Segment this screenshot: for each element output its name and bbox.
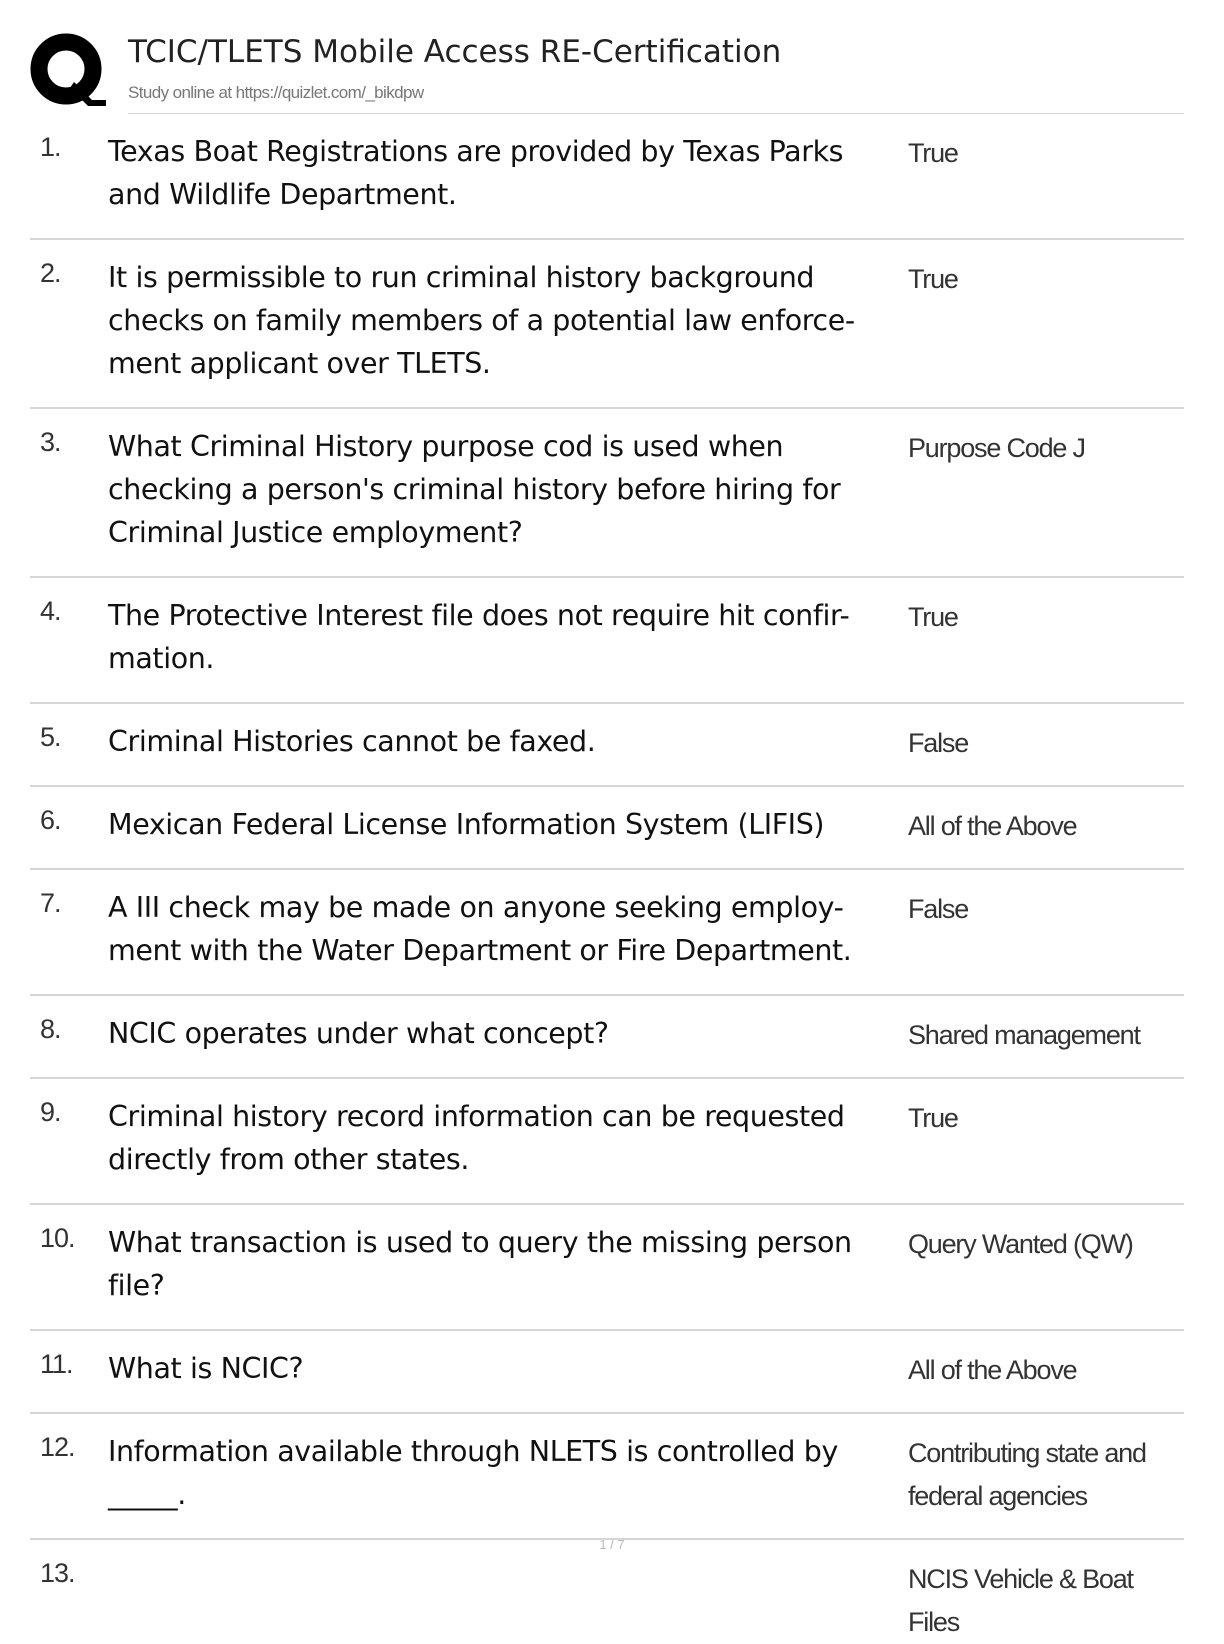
flashcard-row (30, 114, 1184, 240)
card-term: It is permissible to run criminal history background checks on family members of a potential law enforce- ment applicant over TLETS. (108, 261, 855, 380)
flashcard-row (30, 409, 1184, 578)
card-number: 11. (40, 1349, 73, 1379)
card-number: 6. (40, 805, 61, 835)
flashcard-row (30, 787, 1184, 870)
card-term: What Criminal History purpose cod is used when checking a person's criminal history before hiring for Criminal Justice employment? (108, 430, 841, 549)
card-definition: Shared management (908, 1020, 1140, 1050)
quizlet-logo-icon (30, 32, 106, 108)
flashcard-row (30, 1205, 1184, 1331)
card-definition: False (908, 894, 969, 924)
card-definition: Purpose Code J (908, 433, 1085, 463)
card-term: Mexican Federal License Information System (LIFIS) (108, 808, 825, 841)
flashcard-row (30, 1331, 1184, 1414)
card-number: 9. (40, 1097, 61, 1127)
card-definition: Contributing state and federal agencies (908, 1438, 1146, 1511)
card-number: 1. (40, 132, 61, 162)
card-term: The Protective Interest file does not require hit confir- mation. (108, 599, 850, 675)
card-definition: True (908, 602, 958, 632)
card-number: 7. (40, 888, 61, 918)
card-term: A III check may be made on anyone seeking employ- ment with the Water Department or Fire Department. (108, 891, 852, 967)
card-term: Texas Boat Registrations are provided by Texas Parks and Wildlife Department. (108, 135, 844, 211)
card-definition: NCIS Vehicle & Boat Files (908, 1564, 1133, 1637)
card-term: What is NCIC? (108, 1352, 304, 1385)
flashcard-row (30, 1414, 1184, 1540)
card-definition: All of the Above (908, 811, 1077, 841)
page-header (30, 28, 1184, 114)
card-term: What transaction is used to query the missing person file? (108, 1226, 852, 1302)
card-number: 8. (40, 1014, 61, 1044)
card-definition: False (908, 728, 969, 758)
page-title: TCIC/TLETS Mobile Access RE-Certification (128, 34, 782, 70)
flashcard-row (30, 996, 1184, 1079)
card-number: 5. (40, 722, 61, 752)
flashcard-row (30, 704, 1184, 787)
card-definition: True (908, 138, 958, 168)
card-term: NCIC operates under what concept? (108, 1017, 609, 1050)
card-number: 3. (40, 427, 61, 457)
card-number: 4. (40, 596, 61, 626)
card-number: 10. (40, 1223, 75, 1253)
card-term: Criminal history record information can be requested directly from other states. (108, 1100, 845, 1176)
flashcard-row (30, 578, 1184, 704)
flashcard-row (30, 1079, 1184, 1205)
flashcard-row (30, 240, 1184, 409)
flashcard-list (30, 114, 1184, 1637)
card-term: Criminal Histories cannot be faxed. (108, 725, 596, 758)
card-definition: True (908, 264, 958, 294)
card-definition: All of the Above (908, 1355, 1077, 1385)
flashcard-row (30, 870, 1184, 996)
page-number: 1 / 7 (599, 1537, 625, 1552)
study-link[interactable]: Study online at https://quizlet.com/_bikdpw (128, 83, 424, 102)
card-number: 2. (40, 258, 61, 288)
card-definition: Query Wanted (QW) (908, 1229, 1133, 1259)
card-term: Information available through NLETS is controlled by _____. (108, 1435, 838, 1511)
card-number: 13. (40, 1558, 75, 1588)
card-definition: True (908, 1103, 958, 1133)
card-number: 12. (40, 1432, 75, 1462)
